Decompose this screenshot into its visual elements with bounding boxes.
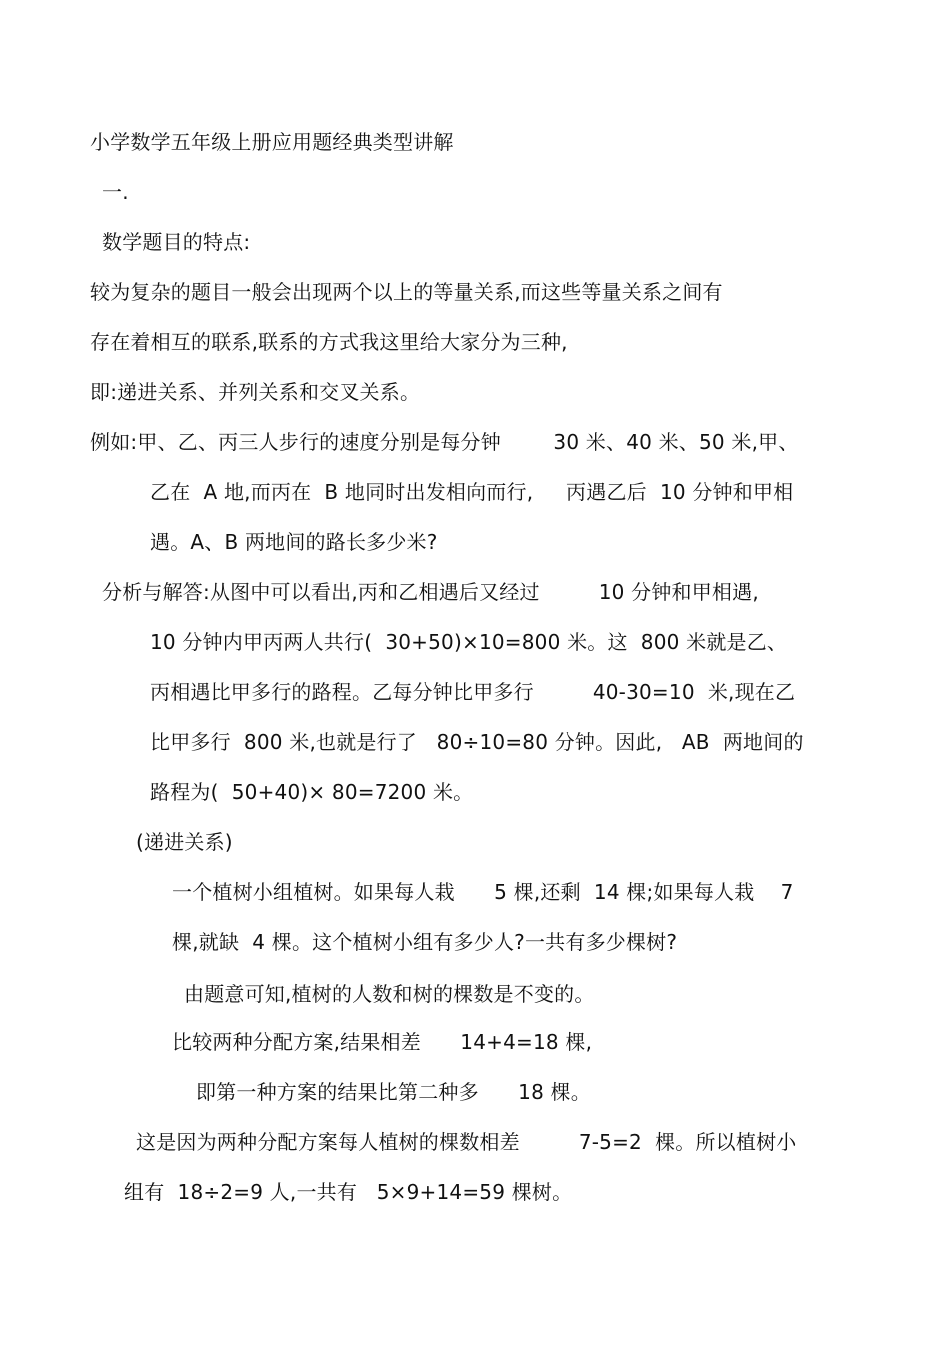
example1-question-line: 例如:甲、乙、丙三人步行的速度分别是每分钟 30 米、40 米、50 米,甲、 <box>90 430 799 454</box>
example1-answer-line: 路程为( 50+40)× 80=7200 米。 <box>150 780 474 804</box>
example2-solution-line: 由题意可知,植树的人数和树的棵数是不变的。 <box>184 982 595 1006</box>
example2-question-line: 棵,就缺 4 棵。这个植树小组有多少人?一共有多少棵树? <box>172 930 678 954</box>
section-number: 一. <box>102 180 129 204</box>
example2-solution-line: 这是因为两种分配方案每人植树的棵数相差 7-5=2 棵。所以植树小 <box>136 1130 797 1154</box>
example2-question-line: 一个植树小组植树。如果每人栽 5 棵,还剩 14 棵;如果每人栽 7 <box>172 880 794 904</box>
intro-line: 较为复杂的题目一般会出现两个以上的等量关系,而这些等量关系之间有 <box>90 280 723 304</box>
example1-question-line: 遇。A、B 两地间的路长多少米? <box>150 530 438 554</box>
intro-line: 存在着相互的联系,联系的方式我这里给大家分为三种, <box>90 330 568 354</box>
example2-solution-line: 即第一种方案的结果比第二种多 18 棵。 <box>196 1080 591 1104</box>
example1-answer-line: 丙相遇比甲多行的路程。乙每分钟比甲多行 40-30=10 米,现在乙 <box>150 680 796 704</box>
example1-question-line: 乙在 A 地,而丙在 B 地同时出发相向而行, 丙遇乙后 10 分钟和甲相 <box>150 480 794 504</box>
example1-answer-line: 10 分钟内甲丙两人共行( 30+50)×10=800 米。这 800 米就是乙、 <box>150 630 788 654</box>
relation-label: (递进关系) <box>136 830 233 854</box>
section-heading: 数学题目的特点: <box>102 230 251 254</box>
document-title: 小学数学五年级上册应用题经典类型讲解 <box>90 130 454 154</box>
example1-answer-line: 分析与解答:从图中可以看出,丙和乙相遇后又经过 10 分钟和甲相遇, <box>102 580 759 604</box>
example2-solution-line: 比较两种分配方案,结果相差 14+4=18 棵, <box>172 1030 593 1054</box>
example2-solution-line: 组有 18÷2=9 人,一共有 5×9+14=59 棵树。 <box>124 1180 573 1204</box>
intro-line: 即:递进关系、并列关系和交叉关系。 <box>90 380 421 404</box>
example1-answer-line: 比甲多行 800 米,也就是行了 80÷10=80 分钟。因此, AB 两地间的 <box>150 730 804 754</box>
